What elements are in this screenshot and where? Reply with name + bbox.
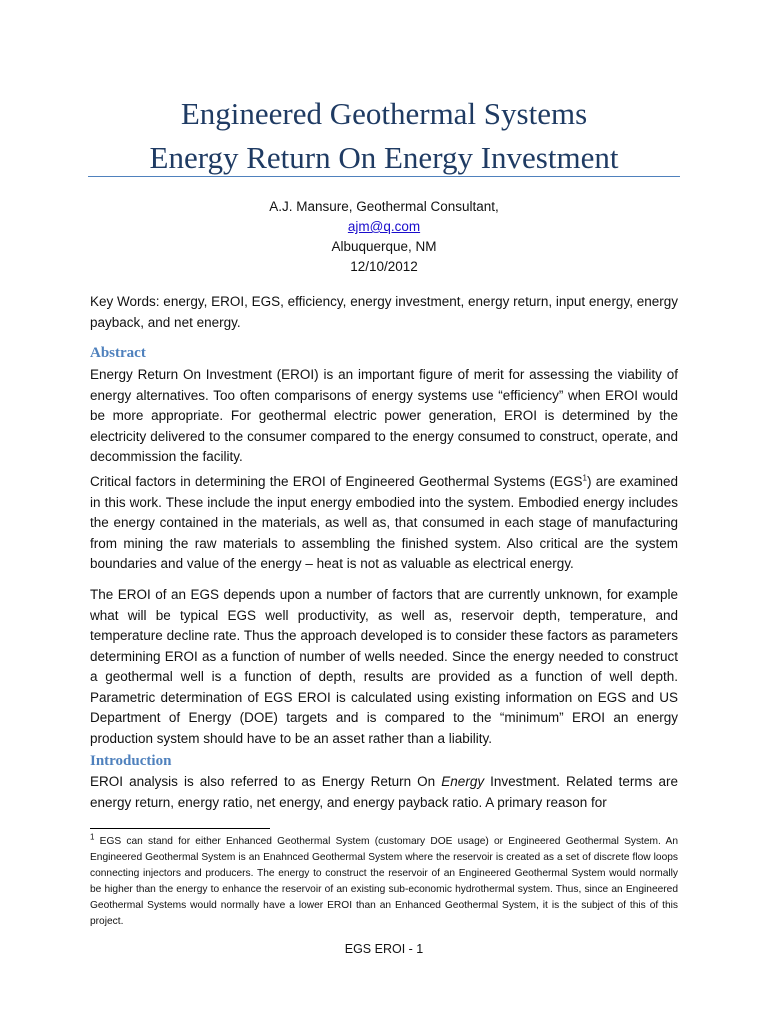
- author-location: Albuquerque, NM: [331, 239, 437, 254]
- title-line-2: Energy Return On Energy Investment: [149, 140, 619, 175]
- keywords: Key Words: energy, EROI, EGS, efficiency, energy investment, energy return, input energy, energy payback, and net energy.: [90, 294, 678, 330]
- introduction-heading: Introduction: [90, 753, 172, 769]
- footnote-text: EGS can stand for either Enhanced Geothermal System (customary DOE usage) or Engineered Geothermal System. An Engineered Geothermal System is an Enahnced Geothermal System where the reservoir is created as a set of discrete flow loops connecting injectors and producers. The energy to construct the reservoir of an Engineered Geothermal System would normally be higher than the energy to enhance the reservoir of an existing sub-economic hydrothermal system. Thus, since an Engineered Geothermal Systems would normally have a lower EROI than an Enhanced Geothermal System, it is the subject of this of this project.: [90, 836, 678, 927]
- author-email-link[interactable]: ajm@q.com: [347, 219, 421, 234]
- author-name: A.J. Mansure, Geothermal Consultant,: [269, 199, 499, 214]
- footnote-separator: [90, 828, 270, 829]
- document-title: [88, 92, 680, 180]
- footnote: [90, 834, 678, 930]
- page-footer: EGS EROI - 1: [344, 942, 424, 956]
- document-date: 12/10/2012: [350, 259, 418, 274]
- abstract-paragraph-2: Critical factors in determining the EROI of Engineered Geothermal Systems (EGS$^1$) are examined in this work. These include the input energy embodied into the system. Embodied energy includes the energy contained in the materials, as well as, that consumed in each stage of manufacturing from mining the raw materials to assembling the finished system. Also critical are the system boundaries and value of the energy – heat is not as valuable as electrical energy.: [90, 473, 679, 571]
- abstract-heading: Abstract: [90, 345, 146, 361]
- footnote-reference: 1: [582, 473, 587, 483]
- title-underline: [88, 176, 680, 177]
- author-block: [0, 197, 768, 277]
- introduction-paragraph-1: EROI analysis is also referred to as Energy Return On Energy Investment. Related terms are energy return, energy ratio, net energy, and energy payback ratio. A primary reason for: [90, 774, 679, 810]
- abstract-paragraph-3: The EROI of an EGS depends upon a number of factors that are currently unknown, for example what will be typical EGS well productivity, as well as, reservoir depth, temperature, and temperature decline rate. Thus the approach developed is to consider these factors as parameters determining EROI as a function of number of wells needed. Since the energy needed to construct a geothermal well is a function of depth, results are provided as a function of well depth. Parametric determination of EGS EROI is calculated using existing information on EGS and US Department of Energy (DOE) targets and is compared to the “minimum” EROI an energy production system should have to be an asset rather than a liability.: [90, 587, 678, 746]
- title-line-1: Engineered Geothermal Systems: [180, 96, 588, 131]
- footnote-number: 1: [90, 832, 95, 842]
- abstract-paragraph-1: Energy Return On Investment (EROI) is an important figure of merit for assessing the viability of energy alternatives. Too often comparisons of energy systems use “efficiency” when EROI would be more appropriate. For geothermal electric power generation, EROI is determined by the electricity delivered to the consumer compared to the energy consumed to construct, operate, and decommission the facility.: [90, 367, 678, 464]
